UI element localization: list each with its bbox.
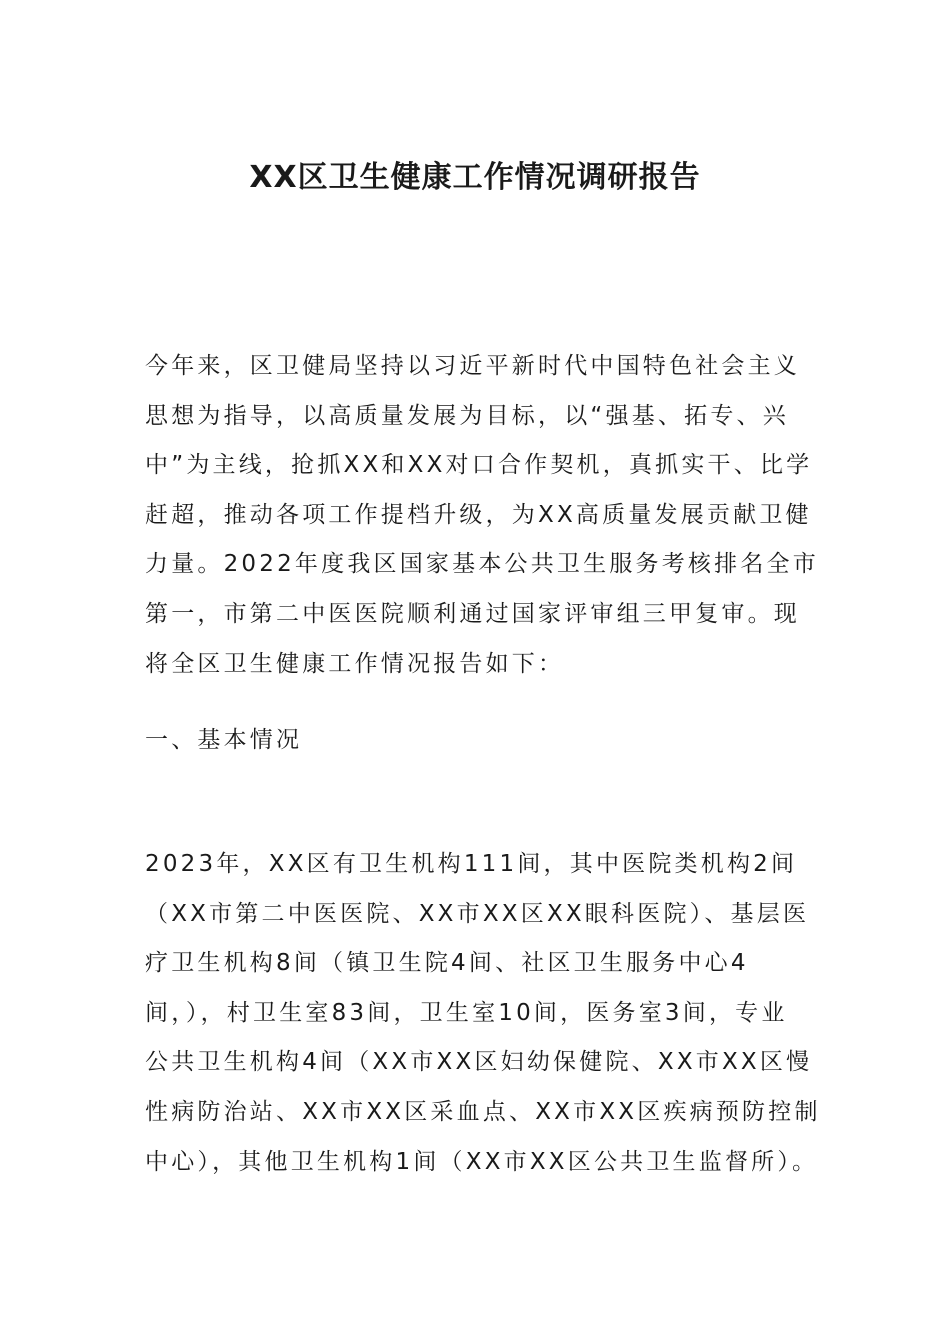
paragraph-line: 公共卫生机构4间（XX市XX区妇幼保健院、XX市XX区慢	[145, 1049, 813, 1076]
section-heading-basic: 一、基本情况	[145, 727, 303, 753]
paragraph-line: 赶超，推动各项工作提档升级，为XX高质量发展贡献卫健	[145, 501, 812, 528]
paragraph-line: 2023年，XX区有卫生机构111间，其中医院类机构2间	[145, 851, 798, 877]
paragraph-line: 中心），其他卫生机构1间（XX市XX区公共卫生监督所）。	[145, 1148, 819, 1175]
paragraph-line: 第一，市第二中医医院顺利通过国家评审组三甲复审。现	[145, 600, 800, 627]
paragraph-line: 中”为主线，抢抓XX和XX对口合作契机，真抓实干、比学	[145, 452, 813, 479]
paragraph-line: 疗卫生机构8间（镇卫生院4间、社区卫生服务中心4	[145, 950, 749, 977]
paragraph-line: 今年来，区卫健局坚持以习近平新时代中国特色社会主义	[145, 353, 800, 379]
document-title: XX区卫生健康工作情况调研报告	[249, 160, 701, 195]
paragraph-line: 性病防治站、XX市XX区采血点、XX市XX区疾病预防控制	[145, 1098, 821, 1125]
paragraph-line: 间，），村卫生室83间，卫生室10间，医务室3间，专业	[145, 999, 788, 1026]
basic-info-paragraph	[145, 840, 821, 1187]
paragraph-line: 力量。2022年度我区国家基本公共卫生服务考核排名全市	[145, 551, 819, 578]
paragraph-line: 将全区卫生健康工作情况报告如下：	[145, 650, 565, 677]
paragraph-line: （XX市第二中医医院、XX市XX区XX眼科医院）、基层医	[145, 900, 810, 927]
paragraph-line: 思想为指导，以高质量发展为目标，以“强基、拓专、兴	[145, 402, 789, 429]
intro-paragraph	[145, 342, 819, 689]
